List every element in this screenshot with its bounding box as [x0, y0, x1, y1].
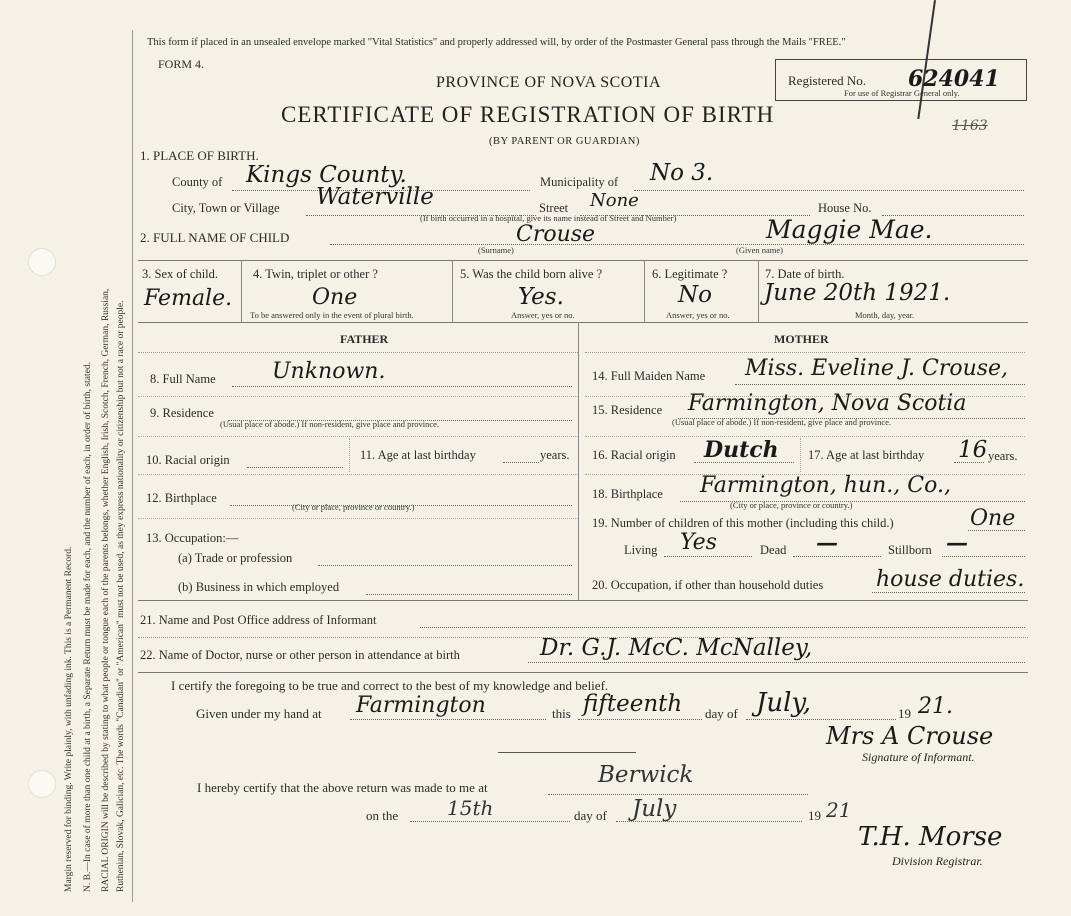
registrar-day-line: [410, 821, 570, 822]
mother-residence-note: (Usual place of abode.) If non-resident, give place and province.: [672, 417, 892, 427]
hospital-note: (If birth occurred in a hospital, give its name instead of Street and Number): [420, 213, 677, 223]
given-name-value: Maggie Mae.: [766, 215, 933, 244]
child-name-line: [330, 244, 1024, 245]
twin-label: 4. Twin, triplet or other ?: [253, 267, 378, 281]
registrar-signature-caption: Division Registrar.: [892, 854, 983, 868]
mother-stillborn-value: —: [946, 530, 968, 556]
registrar-place-value: Berwick: [598, 762, 694, 788]
mother-age-label: 17. Age at last birthday: [808, 448, 925, 462]
mother-name-line: [735, 384, 1025, 385]
this-label: this: [552, 706, 571, 721]
doctor-value: Dr. G.J. McC. McNalley,: [540, 635, 813, 661]
col-rule: [241, 260, 242, 322]
father-birthplace-note: (City or place, province or country.): [292, 502, 415, 512]
mother-birthplace-value: Farmington, hun., Co.,: [700, 473, 951, 498]
father-age-line: [503, 462, 539, 463]
row-rule: [138, 322, 1028, 323]
given-label: Given under my hand at: [196, 706, 322, 721]
registrar-place-line: [548, 794, 808, 795]
mother-racial-value: Dutch: [704, 437, 779, 463]
given-name-caption: (Given name): [736, 245, 783, 255]
county-label: County of: [172, 175, 223, 189]
day-line: [578, 719, 702, 720]
father-mother-divider: [578, 322, 579, 600]
mother-residence-value: Farmington, Nova Scotia: [688, 391, 967, 416]
punch-hole: [28, 770, 56, 798]
informant-signature-caption: Signature of Informant.: [862, 750, 975, 764]
mother-birthplace-label: 18. Birthplace: [592, 487, 663, 501]
father-occupation-label: 13. Occupation:—: [146, 531, 239, 545]
sex-value: Female.: [144, 286, 233, 311]
mother-age-value: 16: [958, 437, 988, 463]
father-business-label: (b) Business in which employed: [178, 580, 340, 594]
mother-occupation-line: [872, 592, 1025, 593]
father-col-rule: [349, 438, 350, 472]
registrar-year-value: 21: [826, 798, 852, 822]
margin-note-binding: Margin reserved for binding. Write plainly, with unfading ink. This is a Permanent Record.: [64, 546, 74, 892]
date-value: June 20th 1921.: [764, 280, 951, 306]
registrar-day-value: 15th: [447, 796, 494, 820]
father-racial-label: 10. Racial origin: [146, 453, 230, 467]
father-row-rule: [138, 436, 578, 437]
mother-occupation-value: house duties.: [876, 567, 1025, 592]
informant-label: 21. Name and Post Office address of Informant: [140, 613, 377, 627]
registrar-use-note: For use of Registrar General only.: [844, 88, 960, 98]
father-business-line: [366, 594, 572, 595]
mother-racial-label: 16. Racial origin: [592, 448, 676, 462]
mother-dead-line: [793, 556, 881, 557]
cert-month-value: July,: [756, 688, 811, 718]
sex-label: 3. Sex of child.: [142, 267, 219, 281]
mother-name-label: 14. Full Maiden Name: [592, 369, 706, 383]
certify-statement: I certify the foregoing to be true and correct to the best of my knowledge and belief.: [171, 678, 609, 693]
father-trade-line: [318, 565, 572, 566]
place-of-birth-label: 1. PLACE OF BIRTH.: [140, 148, 259, 163]
informant-line: [420, 627, 1025, 628]
father-heading: FATHER: [340, 332, 389, 346]
binding-margin-line: [132, 30, 133, 902]
day-of-label: day of: [705, 706, 738, 721]
registered-box: [775, 59, 1027, 101]
col-rule: [758, 260, 759, 322]
doctor-label: 22. Name of Doctor, nurse or other person in attendance at birth: [140, 648, 460, 662]
mother-occupation-label: 20. Occupation, if other than household duties: [592, 578, 824, 592]
row-rule: [138, 260, 1028, 261]
col-rule: [452, 260, 453, 322]
father-residence-note: (Usual place of abode.) If non-resident, give place and province.: [220, 419, 440, 429]
cert-year-value: 21.: [918, 694, 953, 719]
father-heading-rule: [138, 352, 578, 353]
street-value: None: [590, 190, 639, 211]
row-rule: [138, 600, 1028, 601]
mother-heading: MOTHER: [774, 332, 829, 346]
father-row-rule: [138, 396, 578, 397]
twin-value: One: [312, 285, 358, 310]
mother-name-value: Miss. Eveline J. Crouse,: [745, 356, 1009, 381]
surname-caption: (Surname): [478, 245, 514, 255]
mother-living-value: Yes: [680, 530, 717, 555]
father-age-label: 11. Age at last birthday: [360, 448, 476, 462]
mother-living-line: [664, 556, 752, 557]
col-rule: [644, 260, 645, 322]
punch-hole: [28, 248, 56, 276]
registrar-day-of-label: day of: [574, 808, 607, 823]
alive-label: 5. Was the child born alive ?: [460, 267, 603, 281]
father-birthplace-label: 12. Birthplace: [146, 491, 217, 505]
registered-number: 624041: [908, 66, 1000, 92]
on-the-label: on the: [366, 808, 399, 823]
mother-living-label: Living: [624, 543, 658, 557]
legitimate-value: No: [678, 282, 712, 308]
father-racial-line: [247, 467, 343, 468]
given-place-value: Farmington: [356, 693, 486, 718]
mother-dead-label: Dead: [760, 543, 787, 557]
separator-rule: [498, 752, 636, 753]
mother-heading-rule: [585, 352, 1025, 353]
mother-stillborn-label: Stillborn: [888, 543, 932, 557]
county-value: Kings County.: [246, 162, 407, 188]
date-note: Month, day, year.: [855, 310, 915, 320]
father-row-rule: [138, 474, 578, 475]
child-name-label: 2. FULL NAME OF CHILD: [140, 230, 290, 245]
given-place-line: [350, 719, 546, 720]
mother-residence-label: 15. Residence: [592, 403, 663, 417]
registered-label: Registered No.: [788, 73, 866, 88]
province-heading: PROVINCE OF NOVA SCOTIA: [436, 74, 662, 91]
margin-note-racial: RACIAL ORIGIN will be described by stating to what people or tongue each of the parents belongs, whether English, Irish, Scotch, French, German, Russian,: [101, 288, 111, 892]
postal-notice: This form if placed in an unsealed envelope marked "Vital Statistics" and properly addressed will, by order of the Postmaster General pass through the Mails "FREE.": [147, 37, 846, 48]
year-prefix: 19: [898, 706, 911, 721]
father-residence-label: 9. Residence: [150, 406, 214, 420]
month-line: [746, 719, 896, 720]
street-label: Street: [539, 201, 569, 215]
certificate-title: CERTIFICATE OF REGISTRATION OF BIRTH: [281, 102, 775, 127]
mother-col-rule: [800, 438, 801, 472]
certificate-subtitle: (BY PARENT OR GUARDIAN): [489, 136, 640, 147]
registrar-statement: I hereby certify that the above return was made to me at: [197, 780, 488, 795]
city-value: Waterville: [316, 184, 434, 210]
mother-dead-value: —: [816, 530, 838, 556]
mother-birthplace-note: (City or place, province or country.): [730, 500, 853, 510]
municipality-label: Municipality of: [540, 175, 619, 189]
registrar-signature: T.H. Morse: [858, 822, 1003, 852]
father-name-value: Unknown.: [272, 359, 386, 384]
alive-note: Answer, yes or no.: [511, 310, 575, 320]
father-name-line: [232, 386, 572, 387]
legitimate-note: Answer, yes or no.: [666, 310, 730, 320]
municipality-line: [634, 190, 1024, 191]
twin-note: To be answered only in the event of plural birth.: [250, 310, 414, 320]
margin-note-nb: N. B.—In case of more than one child at a birth, a Separate Return must be made for each, and the number of each, in order of birth, stated.: [83, 362, 93, 892]
legitimate-label: 6. Legitimate ?: [652, 267, 728, 281]
margin-note-racial-cont: Ruthenian, Slovak, Galician, etc. The words "Canadian" or "American" must not be used, as they express nationality or citizenship but not a race or people.: [116, 300, 126, 892]
house-label: House No.: [818, 201, 872, 215]
father-name-label: 8. Full Name: [150, 372, 216, 386]
mother-children-value: One: [970, 506, 1016, 531]
city-label: City, Town or Village: [172, 201, 280, 215]
father-trade-label: (a) Trade or profession: [178, 551, 293, 565]
informant-signature: Mrs A Crouse: [826, 722, 994, 750]
registrar-month-value: July: [632, 796, 677, 822]
father-row-rule: [138, 518, 578, 519]
surname-value: Crouse: [516, 222, 596, 247]
struck-number: 1163: [952, 118, 988, 134]
alive-value: Yes.: [518, 284, 564, 310]
mother-children-label: 19. Number of children of this mother (including this child.): [592, 516, 894, 530]
cert-day-value: fifteenth: [583, 691, 683, 717]
registrar-year-prefix: 19: [808, 808, 821, 823]
mother-age-suffix: years.: [988, 449, 1018, 463]
row-rule: [138, 672, 1028, 673]
mother-stillborn-line: [942, 556, 1025, 557]
date-label: 7. Date of birth.: [765, 267, 845, 281]
municipality-value: No 3.: [650, 160, 714, 186]
father-age-suffix: years.: [540, 448, 570, 462]
doctor-line: [528, 662, 1025, 663]
form-number: FORM 4.: [158, 57, 205, 71]
